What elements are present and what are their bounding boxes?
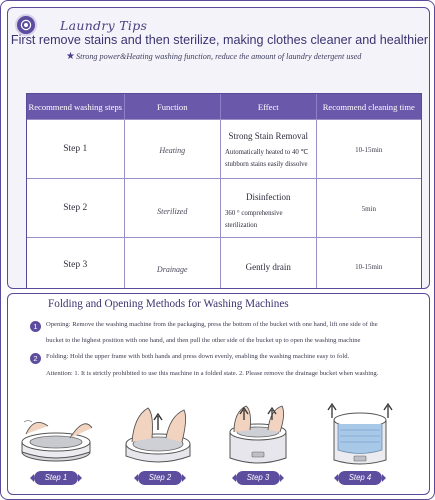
effect-cell [221,238,317,289]
attention-line: Attention: 1. It is strictly prohibited to use this machine in a folded state. 2. Please remove the drainage bucket when washing. [46,370,379,377]
column-header: Function [125,94,222,119]
time-cell [317,179,421,237]
table-row [27,237,421,289]
number-badge: 1 [30,321,41,332]
step-label: Step 2 [63,203,88,213]
column-header: Recommend washing steps [27,94,125,119]
effect-line: sterilization [225,222,258,229]
step-3-illustration [218,402,298,470]
function-label: Drainage [156,265,188,274]
laundry-tips-panel [7,7,430,289]
washing-steps-table [26,93,422,289]
effect-title: Gently drain [245,262,291,272]
step-cell [27,120,125,178]
folding-panel [7,293,430,495]
effect-cell [221,120,317,178]
step-cell [27,238,125,289]
step-label: Step 1 [63,144,88,154]
function-label: Sterilized [157,207,188,216]
effect-line: Automatically heated to 40 ℃ [225,149,309,156]
step-2-illustration [118,402,198,470]
time-cell [317,238,421,289]
number-badge: 2 [30,353,41,364]
step-cell [27,179,125,237]
step-4-illustration [320,402,400,470]
headline: First remove stains and then sterilize, making clothes cleaner and healthier [10,33,429,47]
table-row [27,178,421,237]
function-cell [125,238,222,289]
effect-title: Disinfection [246,192,291,202]
cleaning-time: 5min [361,205,376,213]
time-cell [317,120,421,178]
table-header [27,94,421,119]
star-icon: ★ [66,51,75,62]
table-row [27,119,421,178]
column-header: Recommend cleaning time [322,101,415,112]
step-1-illustration [16,402,96,470]
step-3-label: Step 3 [236,471,280,485]
function-cell [125,120,222,178]
step-4-label: Step 4 [338,471,382,485]
folding-line: Folding: Hold the upper frame with both hands and press down evenly, enabling the washing machine easy to fold. [46,353,350,360]
function-label: Heating [159,146,186,155]
step-2-label: Step 2 [138,471,182,485]
effect-line: stubborn stains easily dissolve [225,161,308,168]
effect-cell [221,179,317,237]
effect-title: Strong Stain Removal [228,131,309,141]
subline-text: Strong power&Heating washing function, reduce the amount of laundry detergent used [75,52,362,61]
folding-title: Folding and Opening Methods for Washing Machines [48,298,289,310]
step-1-label: Step 1 [34,471,78,485]
function-cell [125,179,222,237]
opening-line: Opening: Remove the washing machine from the packaging, press the bottom of the bucket with one hand, lift one side of the [46,321,378,328]
cleaning-time: 10-15min [355,146,383,154]
subline [66,51,361,62]
cleaning-time: 10-15min [355,263,383,271]
step-label: Step 3 [63,260,88,270]
opening-line: bucket to the highest position with one hand, and then pull the other side of the bucket up to open the washing machine [46,337,361,344]
effect-line: 360 ° comprehensive [225,210,283,217]
column-header: Effect [221,94,317,119]
tips-title: Laundry Tips [60,18,148,33]
